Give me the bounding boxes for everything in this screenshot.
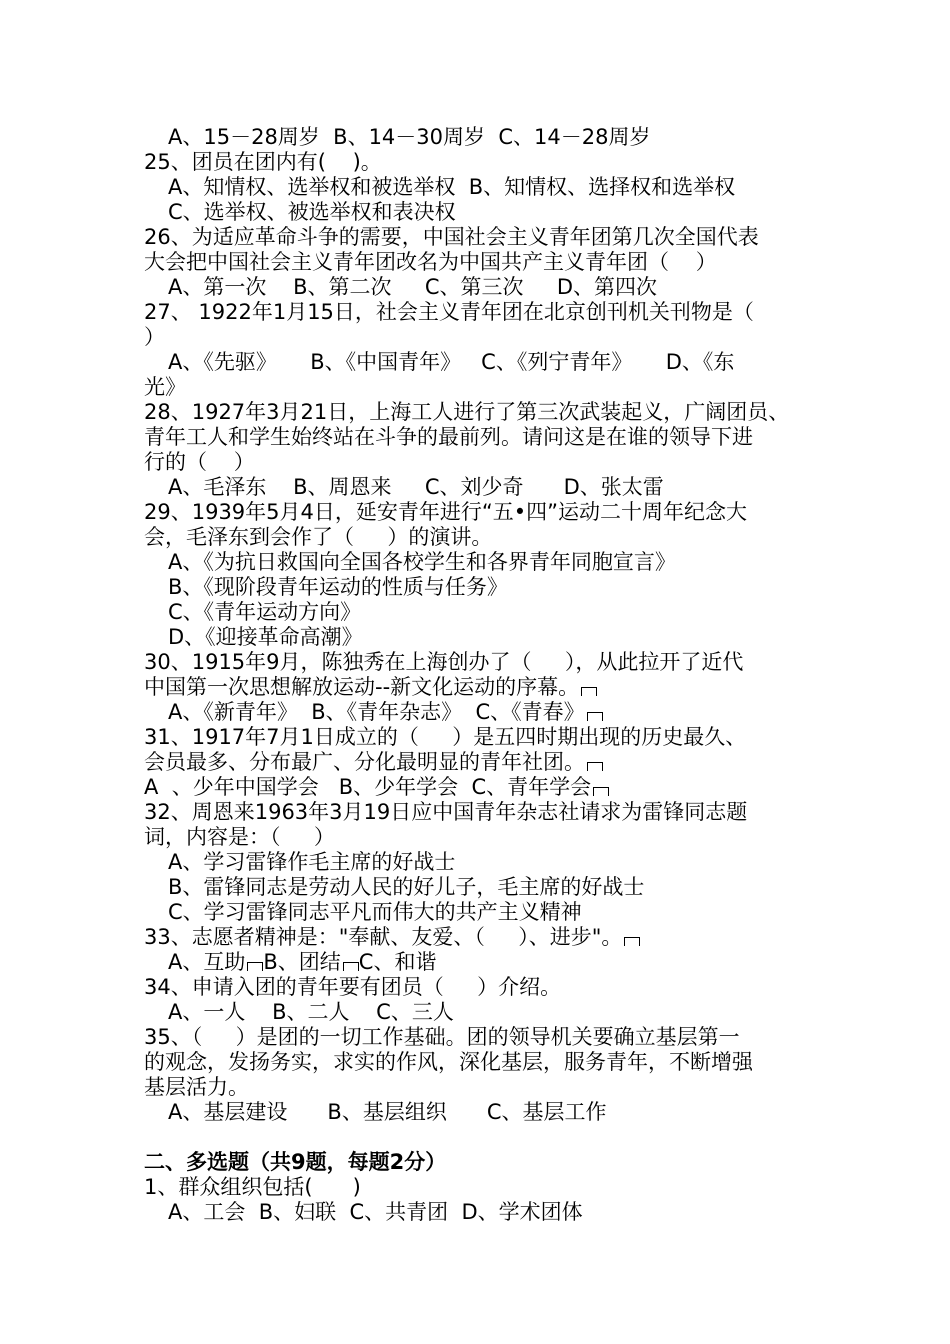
q31-text-line2-row	[144, 750, 824, 774]
q30-options-row	[168, 700, 848, 724]
q33-option-b: B、团结	[263, 950, 341, 974]
q28-options: A、毛泽东 B、周恩来 C、刘少奇 D、张太雷	[168, 475, 664, 499]
q33-option-a: A、互助	[168, 950, 246, 974]
section-heading-multiple-choice: 二、多选题（共9题，每题2分）	[144, 1150, 447, 1174]
q29-option-b: B、《现阶段青年运动的性质与任务》	[168, 575, 508, 599]
q26-options: A、第一次 B、第二次 C、第三次 D、第四次	[168, 275, 658, 299]
q29-text-line1: 29、1939年5月4日，延安青年进行“五•四”运动二十周年纪念大	[144, 500, 748, 524]
paragraph-mark-icon	[624, 937, 640, 946]
q29-option-a: A、《为抗日救国向全国各校学生和各界青年同胞宣言》	[168, 550, 676, 574]
q27-text-line1: 27、 1922年1月15日，社会主义青年团在北京创刊机关刊物是（	[144, 300, 754, 324]
q27-text-line2: ）	[144, 325, 165, 349]
q32-text-line1: 32、周恩来1963年3月19日应中国青年杂志社请求为雷锋同志题	[144, 800, 748, 824]
q31-text-line2: 会员最多、分布最广、分化最明显的青年社团。	[144, 750, 585, 774]
q29-text-line2: 会，毛泽东到会作了（ ）的演讲。	[144, 525, 493, 549]
q30-options: A、《新青年》 B、《青年杂志》 C、《青春》	[168, 700, 585, 724]
q35-text-line3: 基层活力。	[144, 1075, 249, 1099]
paragraph-mark-icon	[247, 962, 263, 971]
q31-text-line1: 31、1917年7月1日成立的（ ）是五四时期出现的历史最久、	[144, 725, 747, 749]
q26-text-line2: 大会把中国社会主义青年团改名为中国共产主义青年团（ ）	[144, 250, 717, 274]
q35-text-line2: 的观念，发扬务实，求实的作风，深化基层，服务青年，不断增强	[144, 1050, 753, 1074]
q25-option-c: C、选举权、被选举权和表决权	[168, 200, 456, 224]
q24-options: A、15－28周岁 B、14－30周岁 C、14－28周岁	[168, 125, 651, 149]
paragraph-mark-icon	[587, 712, 603, 721]
mq1-options: A、工会 B、妇联 C、共青团 D、学术团体	[168, 1200, 583, 1224]
q33-text-row	[144, 925, 824, 949]
q29-option-c: C、《青年运动方向》	[168, 600, 362, 624]
q25-options-a-b: A、知情权、选举权和被选举权 B、知情权、选择权和选举权	[168, 175, 736, 199]
q33-option-c: C、和谐	[358, 950, 437, 974]
q28-text-line3: 行的（ ）	[144, 450, 255, 474]
mq1-text: 1、群众组织包括( )	[144, 1175, 361, 1199]
q34-options: A、一人 B、二人 C、三人	[168, 1000, 454, 1024]
q31-options-row	[144, 775, 824, 799]
q32-text-line2: 词，内容是：（ ）	[144, 825, 335, 849]
q27-options-wrap: 光》	[144, 375, 186, 399]
paragraph-mark-icon	[343, 962, 359, 971]
q28-text-line2: 青年工人和学生始终站在斗争的最前列。请问这是在谁的领导下进	[144, 425, 753, 449]
q29-option-d: D、《迎接革命高潮》	[168, 625, 363, 649]
q25-text: 25、团员在团内有( )。	[144, 150, 382, 174]
q32-option-c: C、学习雷锋同志平凡而伟大的共产主义精神	[168, 900, 582, 924]
q30-text-line2-row	[144, 675, 824, 699]
q32-option-a: A、学习雷锋作毛主席的好战士	[168, 850, 456, 874]
q26-text-line1: 26、为适应革命斗争的需要，中国社会主义青年团第几次全国代表	[144, 225, 759, 249]
paragraph-mark-icon	[587, 762, 603, 771]
q33-options-row	[168, 950, 848, 974]
q32-option-b: B、雷锋同志是劳动人民的好儿子，毛主席的好战士	[168, 875, 645, 899]
paragraph-mark-icon	[581, 687, 597, 696]
q35-text-line1: 35、（ ）是团的一切工作基础。团的领导机关要确立基层第一	[144, 1025, 740, 1049]
q31-options: A 、少年中国学会 B、少年学会 C、青年学会	[144, 775, 592, 799]
paragraph-mark-icon	[593, 787, 609, 796]
q30-text-line2: 中国第一次思想解放运动--新文化运动的序幕。	[144, 675, 580, 699]
q28-text-line1: 28、1927年3月21日，上海工人进行了第三次武装起义，广阔团员、	[144, 400, 790, 424]
q27-options: A、《先驱》 B、《中国青年》 C、《列宁青年》 D、《东	[168, 350, 735, 374]
q30-text-line1: 30、1915年9月，陈独秀在上海创办了（ ），从此拉开了近代	[144, 650, 744, 674]
q33-text: 33、志愿者精神是："奉献、友爱、（ ）、进步"。	[144, 925, 623, 949]
q34-text: 34、申请入团的青年要有团员（ ）介绍。	[144, 975, 562, 999]
q35-options: A、基层建设 B、基层组织 C、基层工作	[168, 1100, 607, 1124]
